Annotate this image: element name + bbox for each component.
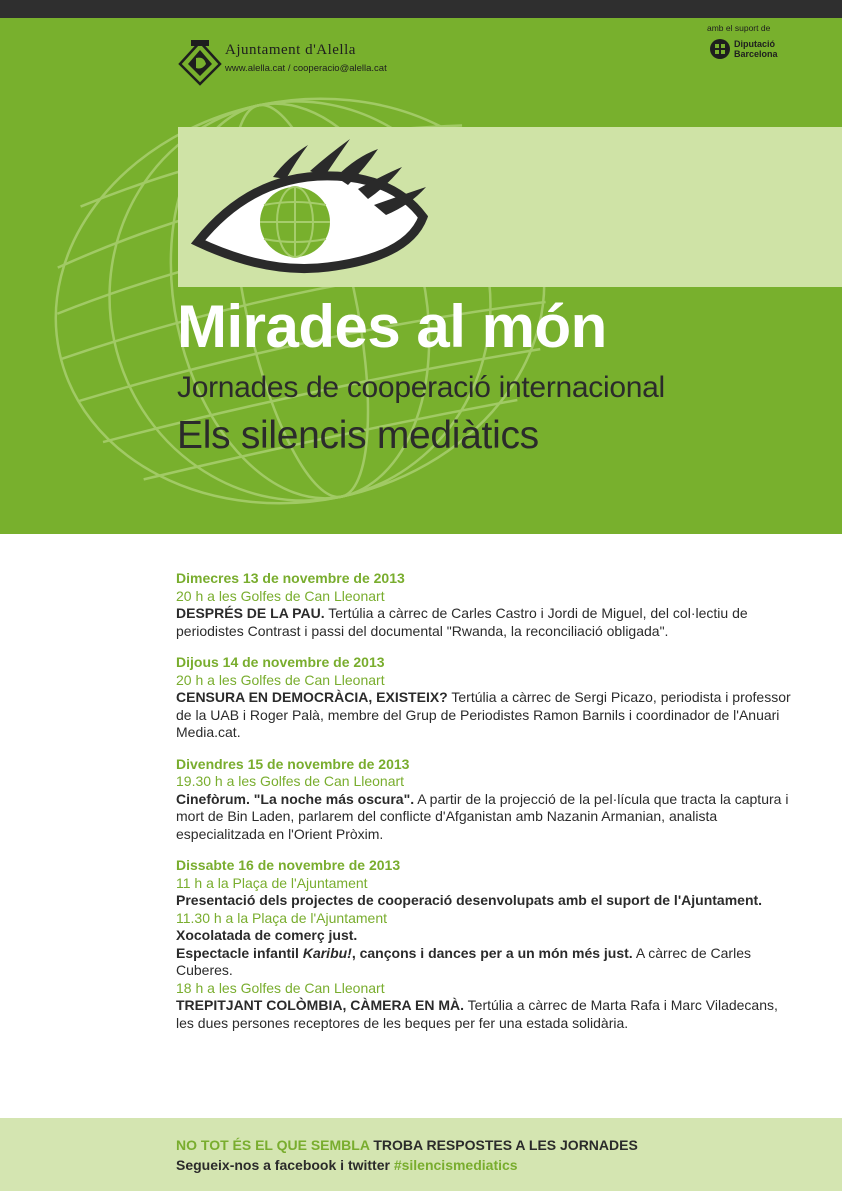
event-title-post: , cançons i dances per a un món més just.	[351, 944, 633, 961]
event-text: Tertúlia a càrrec de Carles Castro i Jordi de Miguel, del col·lectiu de periodistes Contrast i passi del documental "Rwanda, la reconciliació obligada".	[176, 605, 748, 639]
program-list	[176, 570, 796, 1046]
day-description	[176, 791, 796, 844]
day-description	[176, 892, 796, 910]
eye-illustration	[178, 127, 458, 287]
day-description	[176, 605, 796, 640]
day-block	[176, 756, 796, 844]
top-bar	[0, 0, 842, 18]
event-title: TREPITJANT COLÒMBIA, CÀMERA EN MÀ.	[176, 997, 465, 1013]
org-web: www.alella.cat / cooperacio@alella.cat	[225, 63, 387, 74]
day-time: 20 h a les Golfes de Can Lleonart	[176, 587, 385, 604]
day-date: Divendres 15 de novembre de 2013	[176, 755, 410, 772]
day-description	[176, 997, 796, 1032]
footer-hashtag: #silencismediatics	[393, 1157, 518, 1173]
sponsor-name	[734, 39, 778, 59]
day-time: 20 h a les Golfes de Can Lleonart	[176, 671, 385, 688]
event-text: A càrrec de Carles Cuberes.	[176, 944, 751, 978]
day-description	[176, 689, 796, 742]
event-title-italic: Karibu!	[302, 944, 352, 961]
page-theme: Els silencis mediàtics	[177, 414, 539, 457]
footer-follow: Segueix-nos a facebook i twitter	[176, 1157, 394, 1173]
event-title: DESPRÉS DE LA PAU.	[176, 605, 325, 621]
event-title-pre: Espectacle infantil	[176, 944, 303, 961]
day-description	[176, 945, 796, 980]
day-block	[176, 654, 796, 742]
org-name: Ajuntament d'Alella	[225, 42, 356, 58]
footer-line1	[176, 1137, 638, 1153]
day-date: Dijous 14 de novembre de 2013	[176, 654, 385, 670]
day-block	[176, 857, 796, 1032]
event-text: Tertúlia a càrrec de Sergi Picazo, periodista i professor de la UAB i Roger Palà, membre del Grup de Periodistes Ramon Barnils i coordinador de l'Anuari Media.cat.	[176, 689, 791, 740]
footer-call: TROBA RESPOSTES A LES JORNADES	[369, 1137, 638, 1153]
event-title: Cinefòrum. "La noche más oscura".	[176, 790, 415, 807]
footer-band	[0, 1118, 842, 1191]
support-label: amb el suport de	[707, 23, 771, 33]
day-time: 19.30 h a les Golfes de Can Lleonart	[176, 773, 405, 789]
event-title: Xocolatada de comerç just.	[176, 927, 358, 943]
footer-line2	[176, 1157, 518, 1173]
page-title: Mirades al món	[177, 293, 607, 360]
event-text: Tertúlia a càrrec de Marta Rafa i Marc Viladecans, les dues persones receptores de les beques per fer una estada solidària.	[176, 997, 778, 1031]
diputacio-logo-icon	[709, 38, 731, 60]
event-text: A partir de la projecció de la pel·lícula que tracta la captura i mort de Bin Laden, parlarem del conflicte d'Afganistan amb Nazanin Armanian, analista especialitzada en l'Orient Pròxim.	[176, 790, 789, 842]
ajuntament-shield-icon	[178, 40, 222, 86]
sponsor-line1: Diputació	[734, 39, 776, 49]
day-date: Dimecres 13 de novembre de 2013	[176, 570, 405, 586]
day-block	[176, 570, 796, 640]
event-title: CENSURA EN DEMOCRÀCIA, EXISTEIX?	[176, 689, 448, 705]
page-subtitle: Jornades de cooperació internacional	[177, 371, 665, 404]
day-description	[176, 927, 796, 945]
day-date: Dissabte 16 de novembre de 2013	[176, 857, 401, 873]
footer-slogan: NO TOT ÉS EL QUE SEMBLA	[176, 1137, 370, 1153]
day-time: 18 h a les Golfes de Can Lleonart	[176, 979, 385, 996]
day-time: 11 h a la Plaça de l'Ajuntament	[176, 874, 368, 891]
event-title: Presentació dels projectes de cooperació desenvolupats amb el suport de l'Ajuntament.	[176, 892, 763, 908]
day-time: 11.30 h a la Plaça de l'Ajuntament	[176, 909, 387, 926]
sponsor-line2: Barcelona	[734, 49, 778, 59]
